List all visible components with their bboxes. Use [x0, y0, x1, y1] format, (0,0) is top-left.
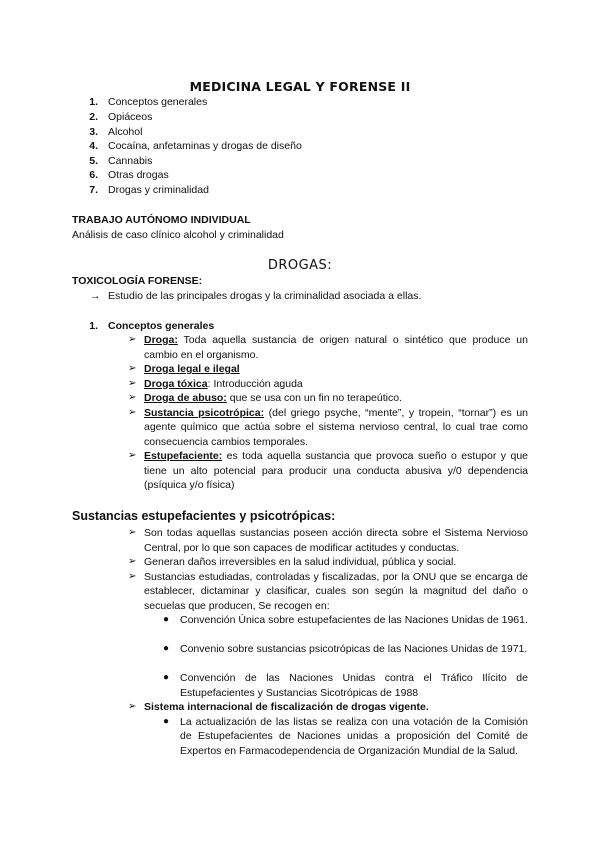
concept-term: Droga tóxica — [144, 377, 208, 390]
concept-item-psicotropica — [144, 406, 528, 450]
conceptos-heading: Conceptos generales — [108, 320, 215, 332]
trabajo-heading: TRABAJO AUTÓNOMO INDIVIDUAL — [72, 214, 251, 226]
document-title: MEDICINA LEGAL Y FORENSE II — [189, 79, 411, 94]
list-text: Opiáceos — [108, 111, 153, 123]
convencion-item: Convención de las Naciones Unidas contra el Tráfico Ilícito de Estupefacientes y Sustancias Sicotrópicas de 1988 — [180, 672, 528, 699]
arrow-icon: → — [90, 289, 101, 302]
arrow-bullet-icon: ➢ — [128, 363, 137, 374]
arrow-bullet-icon: ➢ — [128, 392, 137, 403]
concept-term: Droga: — [144, 334, 178, 346]
bullet-dot-icon: ● — [163, 614, 170, 625]
toxicologia-heading: TOXICOLOGÍA FORENSE: — [72, 275, 203, 287]
concept-term: Sustancia psicotrópica: — [144, 406, 265, 419]
concept-term: Droga de abuso: — [144, 392, 227, 404]
list-text: Cannabis — [108, 154, 153, 167]
section-number: 1. — [89, 320, 98, 332]
arrow-bullet-icon: ➢ — [128, 527, 137, 538]
arrow-bullet-icon: ➢ — [128, 701, 137, 712]
list-text: Drogas y criminalidad — [108, 183, 209, 196]
concept-definition: Toda aquella sustancia de origen natural o sintético que produce un cambio en el organismo. — [144, 334, 528, 361]
sustancias-heading: Sustancias estupefacientes y psicotrópicas: — [72, 509, 336, 523]
drogas-title: DROGAS: — [267, 258, 333, 273]
convencion-item: Convención Única sobre estupefacientes de las Naciones Unidas de 1961. — [180, 614, 528, 626]
bullet-dot-icon: ● — [163, 672, 170, 683]
list-number: 7. — [89, 183, 98, 196]
concept-item-droga — [144, 333, 528, 362]
list-number: 2. — [89, 111, 98, 123]
concept-item-droga-toxica — [144, 377, 528, 392]
convencion-item: Convenio sobre sustancias psicotrópicas de las Naciones Unidas de 1971. — [180, 643, 528, 655]
concept-item-droga-legal — [144, 362, 528, 377]
list-number: 1. — [89, 96, 98, 108]
list-number: 3. — [89, 125, 98, 138]
concept-term: Estupefaciente: — [144, 450, 223, 462]
sustancias-item: Sustancias estudiadas, controladas y fiscalizadas, por la ONU que se encarga de establecer, dictaminar y clasificar, cuales son según la magnitud del daño o secuelas que producen, Se recogen en: — [144, 570, 528, 612]
arrow-bullet-icon: ➢ — [128, 334, 137, 345]
list-text: Conceptos generales — [108, 96, 208, 108]
concept-definition: (del griego psyche, “mente”, y tropein, “tornar”) es un agente químico que actúa sobre el sistema nervioso central, lo cual trae como consecuencia cambios temporales. — [144, 406, 528, 448]
concept-item-estupefaciente — [144, 449, 528, 493]
concept-definition: que se usa con un fin no terapeútico. — [226, 392, 402, 404]
bullet-dot-icon: ● — [163, 715, 170, 727]
concept-term: Droga legal e ilegal — [144, 363, 240, 375]
sistema-text: La actualización de las listas se realiza con una votación de la Comisión de Estupefacientes de Naciones unidas a proposición del Comité de Expertos en Farmacodependencia de Organización Mundial de la Salud. — [180, 715, 528, 757]
arrow-bullet-icon: ➢ — [128, 450, 137, 461]
bullet-dot-icon: ● — [163, 643, 170, 654]
arrow-bullet-icon: ➢ — [128, 570, 137, 582]
sistema-heading: Sistema internacional de fiscalización de drogas vigente. — [144, 701, 429, 713]
concept-definition: es toda aquella sustancia que provoca sueño o estupor y que tiene un alto potencial para producir una conducta abusiva y/0 dependencia (psíquica y/o física) — [144, 450, 528, 491]
list-number: 4. — [89, 140, 98, 152]
list-text: Alcohol — [108, 125, 143, 138]
list-number: 5. — [89, 154, 98, 167]
arrow-bullet-icon: ➢ — [128, 377, 137, 389]
arrow-bullet-icon: ➢ — [128, 406, 137, 418]
sustancias-item: Generan daños irreversibles en la salud individual, pública y social. — [144, 556, 457, 568]
list-number: 6. — [89, 169, 98, 181]
trabajo-text: Análisis de caso clínico alcohol y criminalidad — [72, 228, 284, 241]
sustancias-item: Son todas aquellas sustancias poseen acción directa sobre el Sistema Nervioso Central, por lo que son capaces de modificar actitudes y conductas. — [144, 527, 528, 554]
concept-definition: : Introducción aguda — [207, 377, 303, 390]
arrow-bullet-icon: ➢ — [128, 556, 137, 567]
concept-item-droga-abuso — [144, 391, 528, 406]
list-text: Cocaína, anfetaminas y drogas de diseño — [108, 140, 302, 152]
toxicologia-text: Estudio de las principales drogas y la criminalidad asociada a ellas. — [108, 289, 422, 302]
list-text: Otras drogas — [108, 169, 169, 181]
